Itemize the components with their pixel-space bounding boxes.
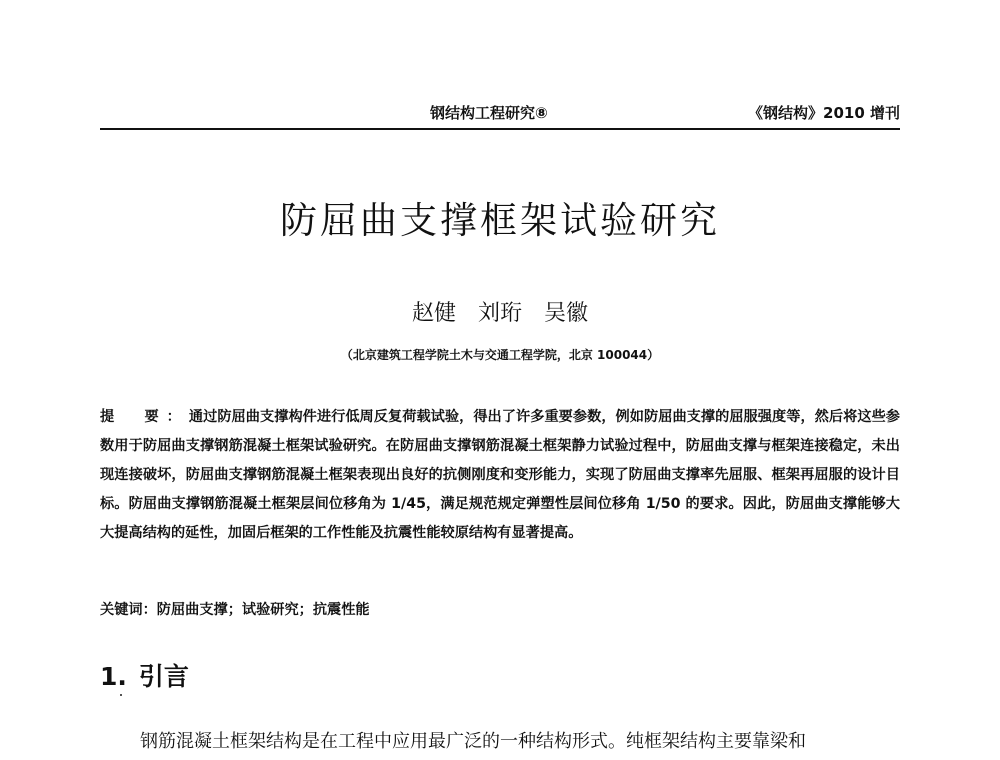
running-header — [100, 98, 900, 130]
body-paragraph-line: 钢筋混凝土框架结构是在工程中应用最广泛的一种结构形式。纯框架结构主要靠梁和 — [140, 731, 806, 752]
affiliation: （北京建筑工程学院土木与交通工程学院，北京 100044） — [340, 348, 660, 362]
abstract-label: 提 要： — [100, 409, 189, 425]
journal-issue: 《钢结构》2010 增刊 — [748, 104, 900, 122]
section-title: 引言 — [138, 662, 189, 691]
abstract-text: 通过防屈曲支撑构件进行低周反复荷载试验，得出了许多重要参数，例如防屈曲支撑的屈服强度等，然后将这些参数用于防屈曲支撑钢筋混凝土框架试验研究。在防屈曲支撑钢筋混凝土框架静力试验过程中，防屈曲支撑与框架连接稳定，未出现连接破坏，防屈曲支撑钢筋混凝土框架表现出良好的抗侧刚度和变形能力，实现了防屈曲支撑率先屈服、框架再屈服的设计目标。防屈曲支撑钢筋混凝土框架层间位移角为 1/45，满足规范规定弹塑性层间位移角 1/50 的要求。因此，防屈曲支撑能够大大提高结构的延性，加固后框架的工作性能及抗震性能较原结构有显著提高。 — [100, 409, 900, 541]
scan-speck — [120, 694, 122, 696]
series-title: 钢结构工程研究⑧ — [430, 104, 548, 122]
author-list: 赵健 刘珩 吴徽 — [411, 301, 588, 326]
paper-title: 防屈曲支撑框架试验研究 — [280, 199, 720, 242]
section-heading — [100, 657, 189, 693]
keywords-label: 关键词： — [100, 602, 157, 618]
keywords-text: 防屈曲支撑；试验研究；抗震性能 — [156, 602, 370, 618]
abstract — [100, 403, 900, 548]
keywords — [100, 599, 900, 619]
section-number: 1. — [100, 662, 127, 691]
